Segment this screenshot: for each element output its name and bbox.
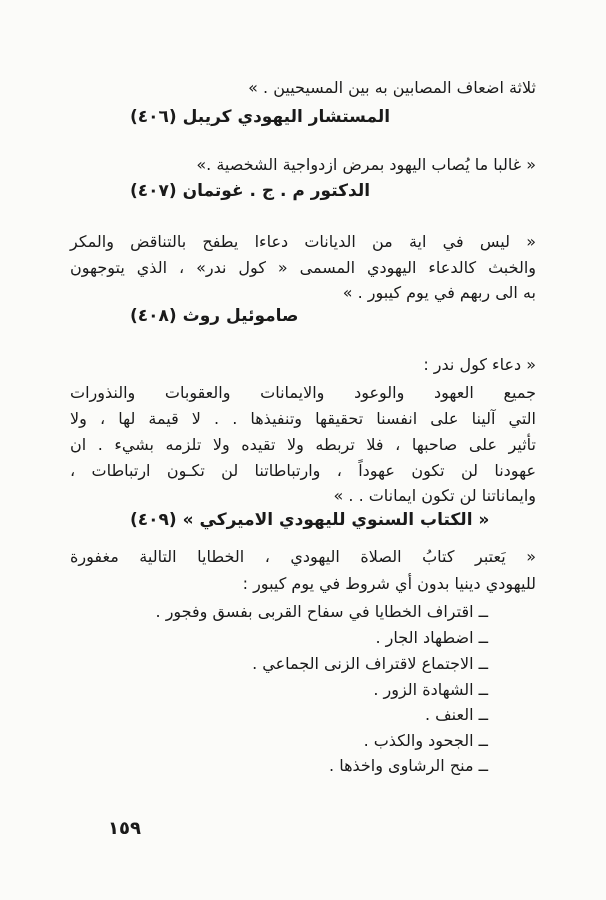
sin-list-item: ــ منح الرشاوى واخذها . — [329, 756, 488, 775]
attribution-409: « الكتاب السنوي لليهودي الاميركي » (٤٠٩) — [130, 510, 490, 530]
attribution-408: صاموئيل روث (٤٠٨) — [130, 306, 299, 326]
quote-407-line-3: به الى ربهم في يوم كيبور . » — [342, 283, 536, 302]
sin-list-item: ــ اضطهاد الجار . — [375, 628, 488, 647]
kol-nidre-line-2: التي آلينا على انفسنا تحقيقها وتنفيذها . . لا قيمة لها ، ولا — [70, 409, 536, 428]
quote-407-line-1: « ليس في اية من الديانات دعاءا يطفح بالتناقض والمكر — [70, 232, 536, 251]
sin-list-item: ــ العنف . — [424, 705, 488, 724]
prayer-book-intro-line-1: « يَعتبر كتابُ الصلاة اليهودي ، الخطايا التالية مغفورة — [70, 547, 536, 566]
kol-nidre-heading: « دعاء كول ندر : — [423, 355, 536, 374]
quote-407-line-2: والخبث كالدعاء اليهودي المسمى « كول ندر» ، الذي يتوجهون — [70, 258, 536, 277]
page-number: ١٥٩ — [108, 818, 141, 839]
sin-list-item: ــ الشهادة الزور . — [373, 680, 488, 699]
attribution-406: المستشار اليهودي كريبل (٤٠٦) — [130, 107, 391, 127]
sin-list-item: ــ الاجتماع لاقتراف الزنى الجماعي . — [252, 654, 488, 673]
quote-406-text: « غالبا ما يُصاب اليهود بمرض ازدواجية الشخصية .» — [196, 155, 536, 174]
prayer-book-intro-line-2: لليهودي دينيا بدون أي شروط في يوم كيبور : — [242, 574, 536, 593]
kol-nidre-line-3: تأثير على صاحبها ، فلا تربطه ولا تقيده ولا تلزمه بشيء . ان — [70, 435, 536, 454]
sin-list-item: ــ اقتراف الخطايا في سفاح القربى بفسق وفجور . — [155, 602, 488, 621]
kol-nidre-line-4: عهودنا لن تكون عهوداً ، وارتباطاتنا لن تكـون ارتباطات ، — [70, 461, 536, 480]
kol-nidre-line-5: وايماناتنا لن تكون ايمانات . . » — [333, 486, 536, 505]
quote-405-ending-line: ثلاثة اضعاف المصابين به بين المسيحيين . » — [248, 78, 536, 97]
sin-list-item: ــ الجحود والكذب . — [363, 731, 488, 750]
attribution-407: الدكتور م . ج . غوتمان (٤٠٧) — [130, 181, 371, 201]
kol-nidre-line-1: جميع العهود والوعود والايمانات والعقوبات والنذورات — [70, 383, 536, 402]
